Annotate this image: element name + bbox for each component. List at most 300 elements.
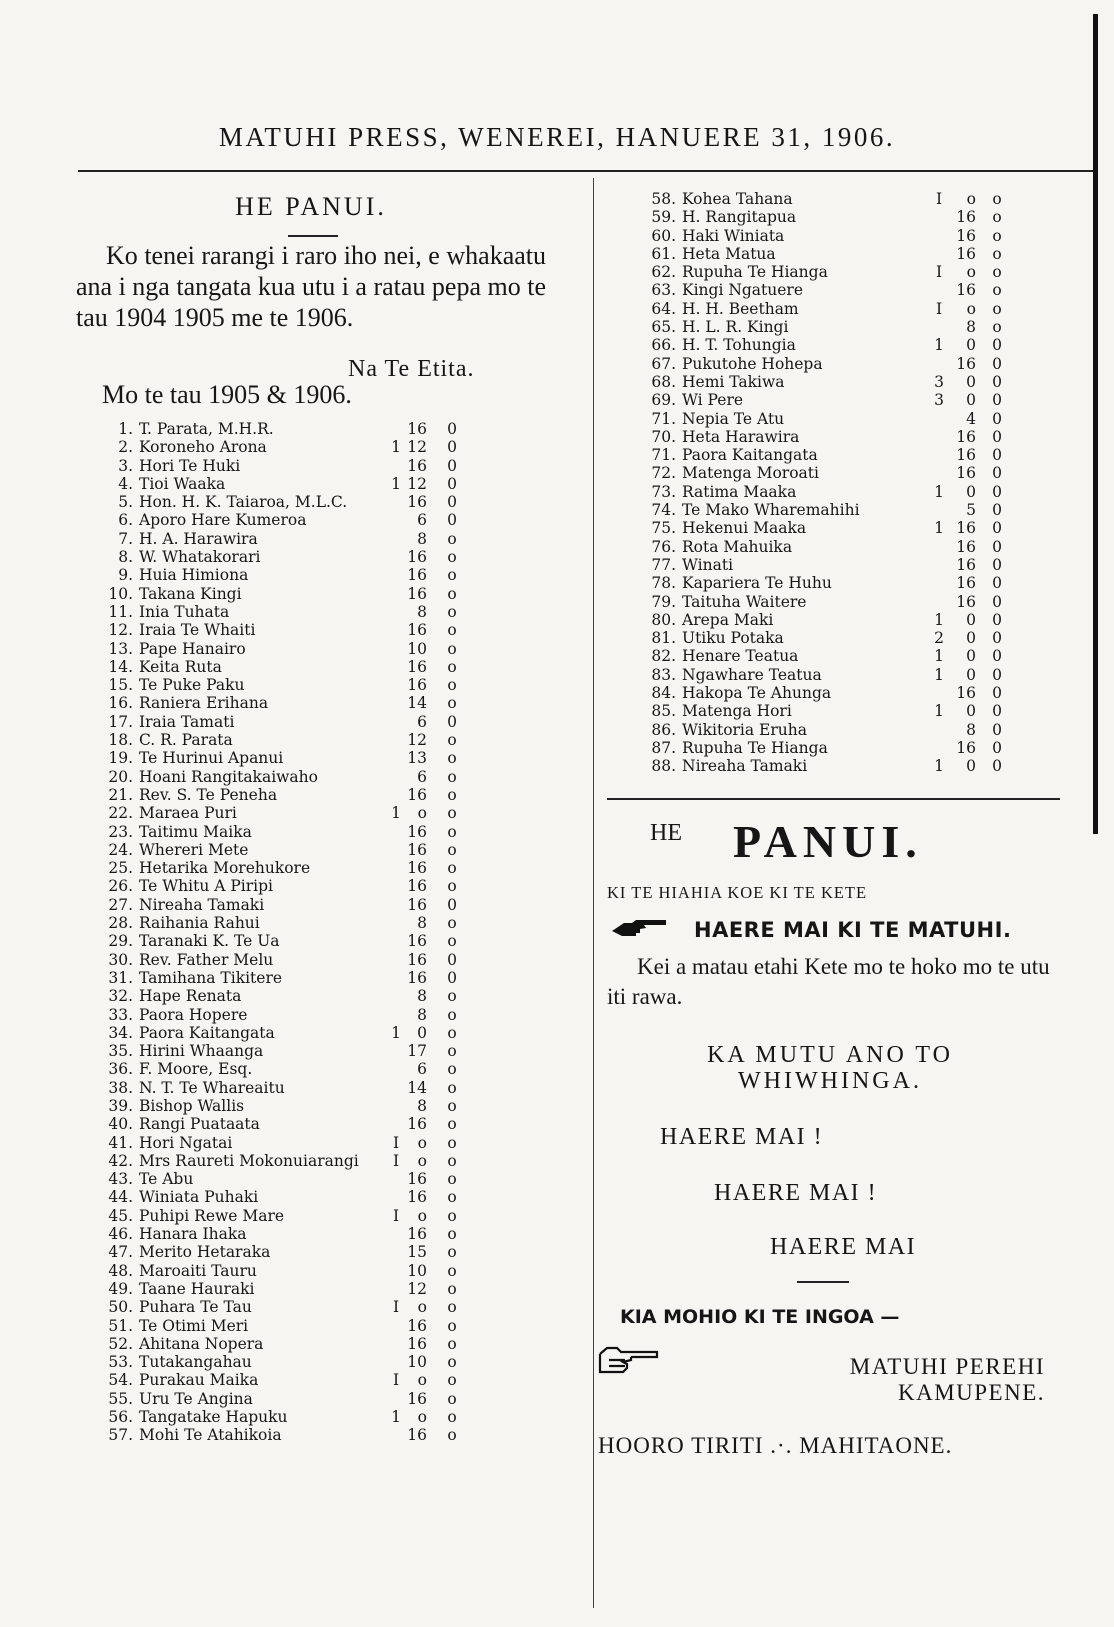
subscriber-number: 53. <box>108 1353 133 1372</box>
subscriber-row <box>97 823 497 841</box>
amount-pence: o <box>447 1096 457 1115</box>
amount-shillings: 16 <box>407 1170 427 1189</box>
subscriber-number: 67. <box>651 354 676 373</box>
amount-shillings: 0 <box>966 610 976 629</box>
pointing-hand-icon <box>610 917 668 943</box>
subscriber-number: 23. <box>108 822 133 841</box>
subscriber-row <box>640 190 1060 208</box>
amount-pence: 0 <box>992 409 1002 428</box>
subscriber-name: Hori Te Huki <box>139 456 241 475</box>
amount-shillings: 12 <box>407 1279 427 1298</box>
amount-shillings: 13 <box>407 749 427 768</box>
subscriber-row <box>97 640 497 658</box>
subscriber-row <box>640 611 1060 629</box>
amount-pence: 0 <box>447 511 457 530</box>
amount-shillings: o <box>417 1408 427 1427</box>
amount-pence: o <box>447 731 457 750</box>
amount-shillings: 16 <box>407 932 427 951</box>
subscriber-number: 80. <box>651 610 676 629</box>
amount-pence: 0 <box>447 712 457 731</box>
amount-shillings: 16 <box>407 859 427 878</box>
subscriber-name: Tamihana Tikitere <box>139 968 283 987</box>
amount-shillings: o <box>966 263 976 282</box>
amount-pence: o <box>447 785 457 804</box>
amount-shillings: 16 <box>407 676 427 695</box>
subscriber-row <box>640 464 1060 482</box>
subscriber-row <box>97 768 497 786</box>
subscriber-name: W. Whatakorari <box>139 548 261 567</box>
subscriber-name: Ngawhare Teatua <box>682 665 822 684</box>
subscriber-number: 21. <box>108 785 133 804</box>
subscriber-row <box>97 1280 497 1298</box>
subscriber-name: H. H. Beetham <box>682 299 799 318</box>
subscriber-name: Hon. H. K. Taiaroa, M.L.C. <box>139 493 348 512</box>
amount-pence: o <box>447 932 457 951</box>
subscriber-number: 68. <box>651 372 676 391</box>
subscriber-name: Tioi Waaka <box>139 474 226 493</box>
amount-pounds: 1 <box>934 665 944 684</box>
amount-pence: o <box>447 749 457 768</box>
advert-short-rule <box>797 1281 849 1283</box>
subscriber-row <box>97 1152 497 1170</box>
advert-separator <box>607 798 1060 800</box>
amount-pounds: 1 <box>391 474 401 493</box>
amount-pence: o <box>447 657 457 676</box>
subscriber-number: 71. <box>651 446 676 465</box>
amount-shillings: o <box>966 299 976 318</box>
advert-address: HOORO TIRITI .·. MAHITAONE. <box>598 1433 953 1458</box>
subscriber-name: C. R. Parata <box>139 731 233 750</box>
subscriber-name: Te Mako Wharemahihi <box>682 501 860 520</box>
amount-shillings: 16 <box>956 354 976 373</box>
amount-pence: o <box>992 226 1002 245</box>
amount-pence: o <box>992 190 1002 208</box>
amount-pence: 0 <box>447 474 457 493</box>
amount-pence: o <box>992 299 1002 318</box>
subscriber-row <box>97 1024 497 1042</box>
subscriber-name: Hetarika Morehukore <box>139 859 311 878</box>
subscriber-name: Hori Ngatai <box>139 1133 233 1152</box>
amount-pence: o <box>447 1115 457 1134</box>
subscriber-number: 59. <box>651 208 676 227</box>
amount-shillings: 12 <box>407 438 427 457</box>
subscriber-row <box>97 603 497 621</box>
subscriber-number: 88. <box>651 757 676 776</box>
amount-pence: 0 <box>992 592 1002 611</box>
subscriber-row <box>97 1042 497 1060</box>
subscriber-name: Hape Renata <box>139 987 242 1006</box>
subscriber-number: 51. <box>108 1316 133 1335</box>
notice-intro: Ko tenei rarangi i raro iho nei, e whakaatu ana i nga tangata kua utu i a ratau pepa mo te tau 1904 1905 me te 1906. <box>76 241 546 332</box>
amount-pence: 0 <box>992 391 1002 410</box>
subscriber-number: 63. <box>651 281 676 300</box>
amount-pence: 0 <box>447 968 457 987</box>
subscriber-name: Whereri Mete <box>139 840 249 859</box>
amount-pounds: 1 <box>934 336 944 355</box>
amount-shillings: 16 <box>956 738 976 757</box>
subscriber-number: 32. <box>108 987 133 1006</box>
amount-pence: 0 <box>992 501 1002 520</box>
amount-pence: 0 <box>992 720 1002 739</box>
advert-come-2: HAERE MAI ! <box>714 1180 878 1206</box>
amount-pence: o <box>447 602 457 621</box>
subscriber-name: Wi Pere <box>682 391 744 410</box>
subscriber-row <box>97 1115 497 1133</box>
subscriber-name: Wikitoria Eruha <box>682 720 807 739</box>
amount-shillings: 17 <box>407 1042 427 1061</box>
amount-shillings: 16 <box>407 1426 427 1445</box>
subscriber-number: 26. <box>108 877 133 896</box>
amount-pence: 0 <box>992 574 1002 593</box>
amount-pence: o <box>447 1408 457 1427</box>
amount-pence: o <box>992 281 1002 300</box>
subscriber-name: Ahitana Nopera <box>139 1334 264 1353</box>
subscriber-row <box>640 208 1060 226</box>
amount-pence: 0 <box>992 427 1002 446</box>
subscriber-number: 46. <box>108 1225 133 1244</box>
amount-pence: 0 <box>447 895 457 914</box>
subscriber-number: 86. <box>651 720 676 739</box>
subscriber-row <box>640 227 1060 245</box>
subscriber-number: 50. <box>108 1298 133 1317</box>
subscriber-number: 28. <box>108 914 133 933</box>
subscriber-name: Mohi Te Atahikoia <box>139 1426 282 1445</box>
subscriber-row <box>97 1225 497 1243</box>
subscriber-row <box>97 804 497 822</box>
subscriber-row <box>640 538 1060 556</box>
amount-shillings: 16 <box>407 493 427 512</box>
amount-pence: o <box>447 822 457 841</box>
amount-shillings: 10 <box>407 639 427 658</box>
subscriber-name: N. T. Te Whareaitu <box>139 1078 285 1097</box>
subscriber-name: Hemi Takiwa <box>682 372 785 391</box>
subscriber-row <box>97 457 497 475</box>
amount-pence: 0 <box>992 738 1002 757</box>
amount-shillings: 16 <box>407 1389 427 1408</box>
subscriber-row <box>640 501 1060 519</box>
subscriber-name: Mrs Raureti Mokonuiarangi <box>139 1151 359 1170</box>
subscriber-row <box>97 1006 497 1024</box>
amount-pence: o <box>447 676 457 695</box>
subscriber-number: 33. <box>108 1005 133 1024</box>
subscriber-name: Merito Hetaraka <box>139 1243 271 1262</box>
amount-shillings: 0 <box>966 647 976 666</box>
amount-shillings: 6 <box>417 767 427 786</box>
subscriber-number: 10. <box>108 584 133 603</box>
amount-pounds: 1 <box>934 757 944 776</box>
subscriber-row <box>640 593 1060 611</box>
amount-shillings: 10 <box>407 1261 427 1280</box>
amount-pence: o <box>447 767 457 786</box>
amount-pounds: I <box>935 299 943 318</box>
subscriber-name: Winati <box>682 555 734 574</box>
amount-pence: 0 <box>447 493 457 512</box>
amount-pence: o <box>992 244 1002 263</box>
amount-pence: o <box>447 694 457 713</box>
subscriber-row <box>640 318 1060 336</box>
pointing-hand-icon <box>597 1344 661 1382</box>
subscriber-number: 74. <box>651 501 676 520</box>
notice-signature: Na Te Etita. <box>348 356 475 382</box>
amount-shillings: 16 <box>407 657 427 676</box>
subscriber-number: 35. <box>108 1042 133 1061</box>
amount-pence: o <box>992 318 1002 337</box>
subscriber-number: 79. <box>651 592 676 611</box>
subscriber-number: 49. <box>108 1279 133 1298</box>
amount-shillings: 16 <box>956 281 976 300</box>
subscriber-number: 52. <box>108 1334 133 1353</box>
subscriber-number: 24. <box>108 840 133 859</box>
amount-shillings: 16 <box>956 244 976 263</box>
masthead-rule <box>78 170 1093 172</box>
subscriber-name: Tutakangahau <box>139 1353 252 1372</box>
amount-pence: o <box>447 914 457 933</box>
amount-pence: o <box>447 1279 457 1298</box>
subscriber-row <box>640 355 1060 373</box>
subscriber-row <box>97 694 497 712</box>
amount-pounds: 1 <box>391 438 401 457</box>
subscriber-row <box>640 574 1060 592</box>
amount-shillings: 16 <box>407 950 427 969</box>
subscriber-name: Tangatake Hapuku <box>139 1408 288 1427</box>
subscriber-name: Henare Teatua <box>682 647 799 666</box>
subscriber-number: 64. <box>651 299 676 318</box>
subscriber-number: 4. <box>118 474 133 493</box>
subscriber-name: H. T. Tohungia <box>682 336 796 355</box>
subscriber-number: 18. <box>108 731 133 750</box>
subscriber-number: 5. <box>118 493 133 512</box>
subscriber-row <box>97 676 497 694</box>
amount-pence: o <box>447 566 457 585</box>
subscriber-name: Haki Winiata <box>682 226 785 245</box>
amount-shillings: 16 <box>407 548 427 567</box>
amount-pence: o <box>992 208 1002 227</box>
amount-shillings: 16 <box>956 208 976 227</box>
advert-body: Kei a matau etahi Kete mo te hoko mo te utu iti rawa. <box>607 954 1050 1009</box>
subscriber-row <box>97 1097 497 1115</box>
amount-shillings: 16 <box>956 537 976 556</box>
subscriber-row <box>640 373 1060 391</box>
amount-pence: o <box>992 263 1002 282</box>
subscriber-row <box>97 1188 497 1206</box>
subscriber-row <box>97 859 497 877</box>
advert-panui-title: PANUI. <box>733 816 923 867</box>
amount-pence: 0 <box>992 702 1002 721</box>
amount-pence: 0 <box>992 665 1002 684</box>
amount-pence: 0 <box>447 456 457 475</box>
subscriber-row <box>97 1317 497 1335</box>
subscriber-number: 19. <box>108 749 133 768</box>
amount-pence: o <box>447 1042 457 1061</box>
subscriber-number: 8. <box>118 548 133 567</box>
amount-pounds: I <box>392 1133 400 1152</box>
column-divider <box>593 178 594 1608</box>
amount-shillings: 16 <box>956 427 976 446</box>
amount-pence: 0 <box>992 647 1002 666</box>
subscriber-number: 41. <box>108 1133 133 1152</box>
amount-pence: o <box>447 987 457 1006</box>
subscriber-row <box>640 281 1060 299</box>
subscriber-name: Uru Te Angina <box>139 1389 253 1408</box>
subscriber-row <box>97 1371 497 1389</box>
subscriber-row <box>640 300 1060 318</box>
subscriber-name: Paora Kaitangata <box>682 446 818 465</box>
subscriber-number: 14. <box>108 657 133 676</box>
amount-shillings: 0 <box>417 1023 427 1042</box>
subscriber-row <box>640 684 1060 702</box>
subscriber-number: 58. <box>651 190 676 208</box>
subscriber-number: 85. <box>651 702 676 721</box>
subscriber-name: Paora Kaitangata <box>139 1023 275 1042</box>
subscriber-number: 83. <box>651 665 676 684</box>
amount-shillings: o <box>417 1133 427 1152</box>
amount-pounds: 3 <box>934 391 944 410</box>
amount-shillings: 14 <box>407 1078 427 1097</box>
amount-shillings: 6 <box>417 1060 427 1079</box>
subscriber-number: 44. <box>108 1188 133 1207</box>
subscriber-row <box>97 1335 497 1353</box>
subscriber-number: 54. <box>108 1371 133 1390</box>
subscriber-name: Rota Mahuika <box>682 537 793 556</box>
subscriber-name: H. A. Harawira <box>139 529 258 548</box>
subscriber-number: 61. <box>651 244 676 263</box>
subscriber-number: 27. <box>108 895 133 914</box>
subscriber-number: 42. <box>108 1151 133 1170</box>
subscriber-row <box>97 1207 497 1225</box>
subscriber-number: 11. <box>108 602 133 621</box>
subscriber-name: Rev. Father Melu <box>139 950 274 969</box>
subscriber-name: Utiku Potaka <box>682 629 784 648</box>
amount-shillings: 8 <box>417 914 427 933</box>
amount-shillings: 12 <box>407 731 427 750</box>
subscriber-row <box>97 1243 497 1261</box>
subscriber-row <box>97 1134 497 1152</box>
subscriber-name: Nireaha Tamaki <box>139 895 265 914</box>
subscriber-name: H. Rangitapua <box>682 208 797 227</box>
subscriber-number: 70. <box>651 427 676 446</box>
advert-company: MATUHI PEREHI KAMUPENE. <box>849 1354 1045 1405</box>
subscriber-number: 38. <box>108 1078 133 1097</box>
subscriber-name: Te Abu <box>139 1170 194 1189</box>
amount-pence: o <box>447 804 457 823</box>
subscriber-number: 6. <box>118 511 133 530</box>
advert-come-1: HAERE MAI ! <box>660 1124 824 1150</box>
subscriber-row <box>640 647 1060 665</box>
amount-pence: 0 <box>992 446 1002 465</box>
amount-shillings: 0 <box>966 702 976 721</box>
subscriber-name: Puhara Te Tau <box>139 1298 252 1317</box>
subscriber-row <box>97 621 497 639</box>
subscriber-name: F. Moore, Esq. <box>139 1060 253 1079</box>
subscriber-number: 1. <box>118 420 133 438</box>
subscriber-row <box>97 1079 497 1097</box>
subscriber-name: Puhipi Rewe Mare <box>139 1206 285 1225</box>
subscriber-row <box>97 1170 497 1188</box>
amount-shillings: o <box>966 190 976 208</box>
subscriber-name: H. L. R. Kingi <box>682 318 789 337</box>
amount-shillings: 16 <box>407 1316 427 1335</box>
subscriber-name: Iraia Tamati <box>139 712 235 731</box>
amount-shillings: 16 <box>407 1188 427 1207</box>
amount-shillings: 14 <box>407 694 427 713</box>
amount-shillings: 16 <box>407 1225 427 1244</box>
amount-shillings: 8 <box>417 602 427 621</box>
subscriber-name: Raniera Erihana <box>139 694 269 713</box>
subscriber-number: 82. <box>651 647 676 666</box>
amount-pounds: I <box>392 1298 400 1317</box>
subscriber-name: Te Otimi Meri <box>139 1316 249 1335</box>
amount-shillings: 0 <box>966 391 976 410</box>
subscriber-name: Heta Harawira <box>682 427 800 446</box>
subscriber-row <box>97 420 497 438</box>
subscriber-row <box>97 438 497 456</box>
subscriber-row <box>640 519 1060 537</box>
subscriber-name: Aporo Hare Kumeroa <box>139 511 307 530</box>
amount-pence: o <box>447 1298 457 1317</box>
subscriber-name: Raihania Rahui <box>139 914 260 933</box>
amount-pence: 0 <box>447 950 457 969</box>
masthead: MATUHI PRESS, WENEREI, HANUERE 31, 1906. <box>218 122 896 152</box>
subscriber-number: 12. <box>108 621 133 640</box>
subscriber-row <box>97 566 497 584</box>
subscriber-number: 57. <box>108 1426 133 1445</box>
subscriber-row <box>97 749 497 767</box>
subscriber-row <box>97 1408 497 1426</box>
amount-pence: 0 <box>992 354 1002 373</box>
amount-pence: o <box>447 1353 457 1372</box>
subscriber-row <box>97 951 497 969</box>
subscriber-row <box>97 877 497 895</box>
subscriber-name: Takana Kingi <box>139 584 242 603</box>
amount-pence: o <box>447 1005 457 1024</box>
subscriber-row <box>97 585 497 603</box>
subscriber-name: Keita Ruta <box>139 657 222 676</box>
subscriber-number: 17. <box>108 712 133 731</box>
subscriber-name: T. Parata, M.H.R. <box>139 420 274 438</box>
subscriber-name: Taane Hauraki <box>139 1279 255 1298</box>
amount-shillings: 16 <box>956 592 976 611</box>
subscriber-row <box>640 702 1060 720</box>
subscriber-number: 9. <box>118 566 133 585</box>
amount-shillings: 16 <box>407 566 427 585</box>
subscriber-name: Hakopa Te Ahunga <box>682 684 832 703</box>
amount-shillings: 16 <box>956 684 976 703</box>
subscriber-number: 76. <box>651 537 676 556</box>
amount-pence: 0 <box>447 438 457 457</box>
amount-pence: 0 <box>992 336 1002 355</box>
amount-pence: 0 <box>992 555 1002 574</box>
subscriber-row <box>640 263 1060 281</box>
amount-shillings: o <box>417 1371 427 1390</box>
subscriber-row <box>97 1262 497 1280</box>
subscriber-number: 15. <box>108 676 133 695</box>
subscriber-row <box>97 493 497 511</box>
amount-shillings: o <box>417 1206 427 1225</box>
amount-pence: o <box>447 584 457 603</box>
subscriber-number: 78. <box>651 574 676 593</box>
amount-pounds: 2 <box>934 629 944 648</box>
subscriber-row <box>640 483 1060 501</box>
amount-shillings: 0 <box>966 665 976 684</box>
amount-pence: o <box>447 1170 457 1189</box>
subscriber-name: Taituha Waitere <box>682 592 807 611</box>
amount-shillings: 8 <box>417 529 427 548</box>
subscriber-name: Rupuha Te Hianga <box>682 263 828 282</box>
subscriber-name: Nepia Te Atu <box>682 409 785 428</box>
subscriber-row <box>640 666 1060 684</box>
amount-shillings: 16 <box>407 785 427 804</box>
subscriber-row <box>640 410 1060 428</box>
